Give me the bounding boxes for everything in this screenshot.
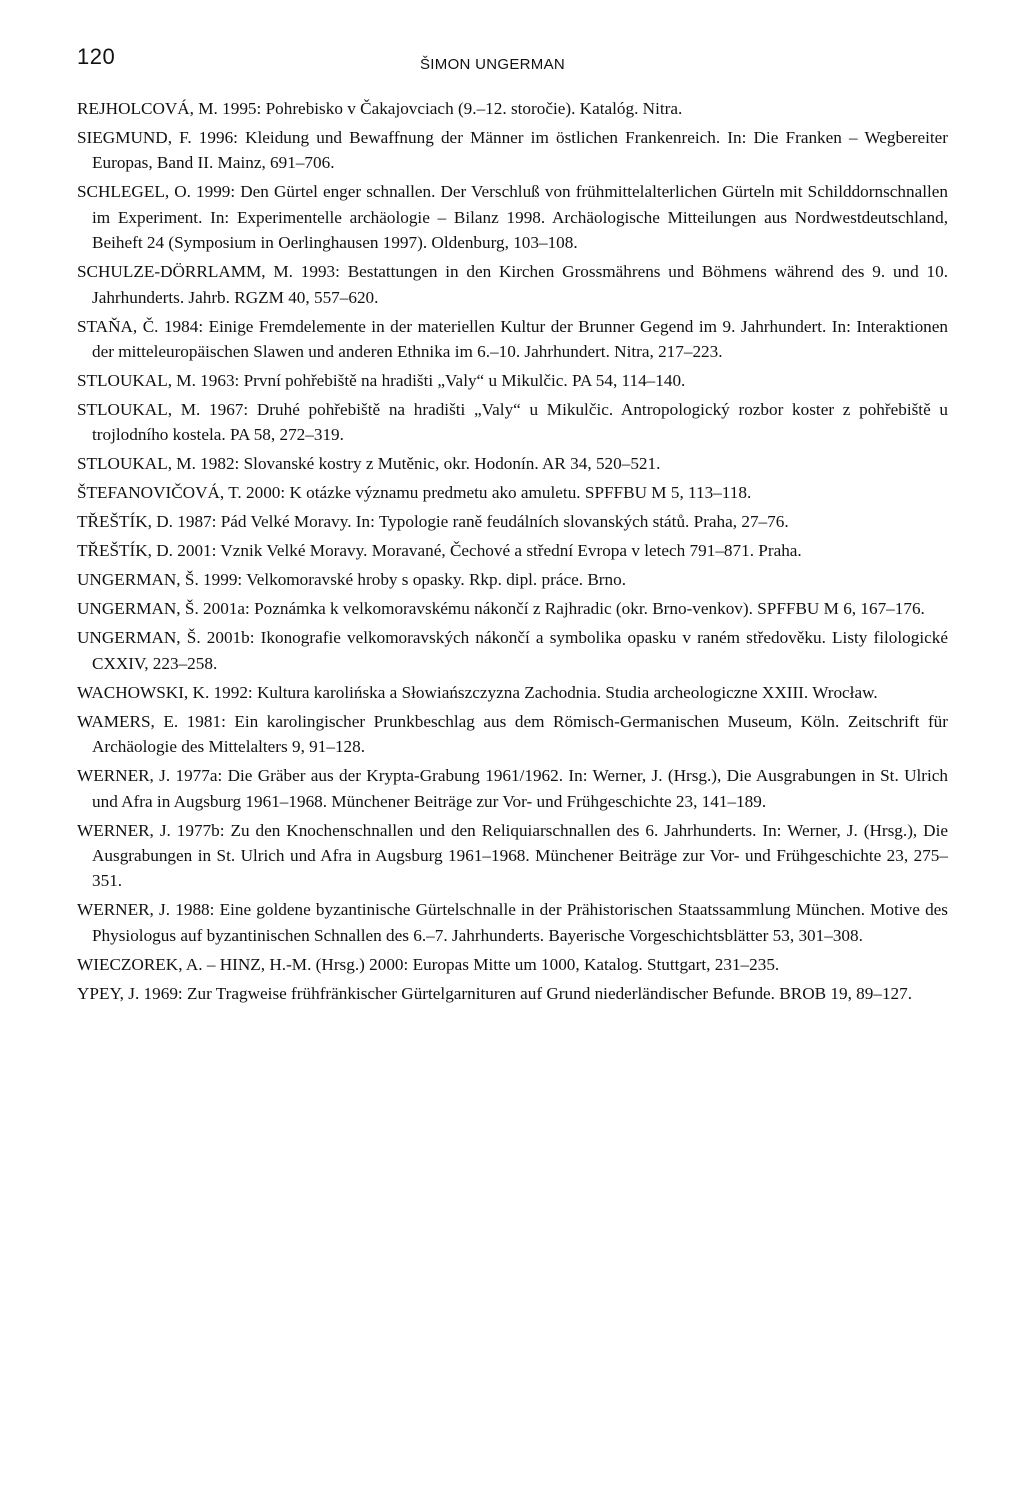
reference-entry: SIEGMUND, F. 1996: Kleidung und Bewaffnung der Männer im östlichen Frankenreich. In: Die Franken – Wegbereiter Europas, Band II. Mainz, 691–706.: [77, 128, 948, 173]
running-head: ŠIMON UNGERMAN: [420, 56, 566, 73]
reference-entry: UNGERMAN, Š. 2001a: Poznámka k velkomoravskému nákončí z Rajhradic (okr. Brno-venkov). SPFFBU M 6, 167–176.: [77, 599, 925, 619]
reference-entry: WACHOWSKI, K. 1992: Kultura karolińska a Słowiańszczyzna Zachodnia. Studia archeologiczne XXIII. Wrocław.: [77, 682, 878, 702]
reference-entry: WERNER, J. 1977a: Die Gräber aus der Krypta-Grabung 1961/1962. In: Werner, J. (Hrsg.), Die Ausgrabungen in St. Ulrich und Afra in Augsburg 1961–1968. Münchener Beiträge zur Vor- und Frühgeschichte 23, 141–189.: [77, 766, 948, 811]
reference-entry: STAŇA, Č. 1984: Einige Fremdelemente in der materiellen Kultur der Brunner Gegend im 9. Jahrhundert. In: Interaktionen der mitteleuropäischen Slawen und anderen Ethnika im 6.–10. Jahrhundert. Nitra, 217–223.: [77, 316, 948, 362]
reference-entry: SCHLEGEL, O. 1999: Den Gürtel enger schnallen. Der Verschluß von frühmittelalterlichen Gürteln mit Schilddornschnallen im Experiment. In: Experimentelle archäologie – Bilanz 1998. Archäologische Mitteilungen aus Nordwestdeutschland, Beiheft 24 (Symposium in Oerlinghausen 1997). Oldenburg, 103–108.: [77, 182, 948, 253]
reference-entry: YPEY, J. 1969: Zur Tragweise frühfränkischer Gürtelgarnituren auf Grund niederländischer Befunde. BROB 19, 89–127.: [77, 983, 913, 1003]
reference-entry: STLOUKAL, M. 1963: První pohřebiště na hradišti „Valy“ u Mikulčic. PA 54, 114–140.: [77, 371, 686, 391]
reference-entry: TŘEŠTÍK, D. 1987: Pád Velké Moravy. In: Typologie raně feudálních slovanských států. Praha, 27–76.: [77, 512, 789, 532]
reference-list: [77, 96, 948, 1010]
reference-entry: SCHULZE-DÖRRLAMM, M. 1993: Bestattungen in den Kirchen Grossmährens und Böhmens während des 9. und 10. Jahrhunderts. Jahrb. RGZM 40, 557–620.: [77, 262, 948, 307]
reference-entry: WERNER, J. 1988: Eine goldene byzantinische Gürtelschnalle in der Prähistorischen Staatssammlung München. Motive des Physiologus auf byzantinischen Schnallen des 6.–7. Jahrhunderts. Bayerische Vorgeschichtsblätter 53, 301–308.: [77, 900, 948, 945]
reference-entry: UNGERMAN, Š. 1999: Velkomoravské hroby s opasky. Rkp. dipl. práce. Brno.: [77, 570, 626, 590]
reference-entry: WIECZOREK, A. – HINZ, H.-M. (Hrsg.) 2000: Europas Mitte um 1000, Katalog. Stuttgart, 231–235.: [77, 954, 780, 974]
page-number: 120: [77, 44, 116, 69]
reference-entry: REJHOLCOVÁ, M. 1995: Pohrebisko v Čakajovciach (9.–12. storočie). Katalóg. Nitra.: [77, 99, 683, 118]
reference-entry: TŘEŠTÍK, D. 2001: Vznik Velké Moravy. Moravané, Čechové a střední Evropa v letech 791–871. Praha.: [77, 541, 802, 561]
reference-entry: UNGERMAN, Š. 2001b: Ikonografie velkomoravských nákončí a symbolika opasku v raném středověku. Listy filologické CXXIV, 223–258.: [77, 628, 948, 673]
reference-entry: STLOUKAL, M. 1967: Druhé pohřebiště na hradišti „Valy“ u Mikulčic. Antropologický rozbor koster z pohřebiště u trojlodního kostela. PA 58, 272–319.: [77, 400, 948, 445]
reference-entry: WERNER, J. 1977b: Zu den Knochenschnallen und den Reliquiarschnallen des 6. Jahrhunderts. In: Werner, J. (Hrsg.), Die Ausgrabungen in St. Ulrich und Afra in Augsburg 1961–1968. Münchener Beiträge zur Vor- und Frühgeschichte 23, 275–351.: [77, 820, 948, 891]
reference-entry: STLOUKAL, M. 1982: Slovanské kostry z Mutěnic, okr. Hodonín. AR 34, 520–521.: [77, 454, 661, 474]
reference-entry: WAMERS, E. 1981: Ein karolingischer Prunkbeschlag aus dem Römisch-Germanischen Museum, Köln. Zeitschrift für Archäologie des Mittelalters 9, 91–128.: [77, 711, 948, 757]
reference-entry: ŠTEFANOVIČOVÁ, T. 2000: K otázke významu predmetu ako amuletu. SPFFBU M 5, 113–118.: [77, 483, 752, 503]
